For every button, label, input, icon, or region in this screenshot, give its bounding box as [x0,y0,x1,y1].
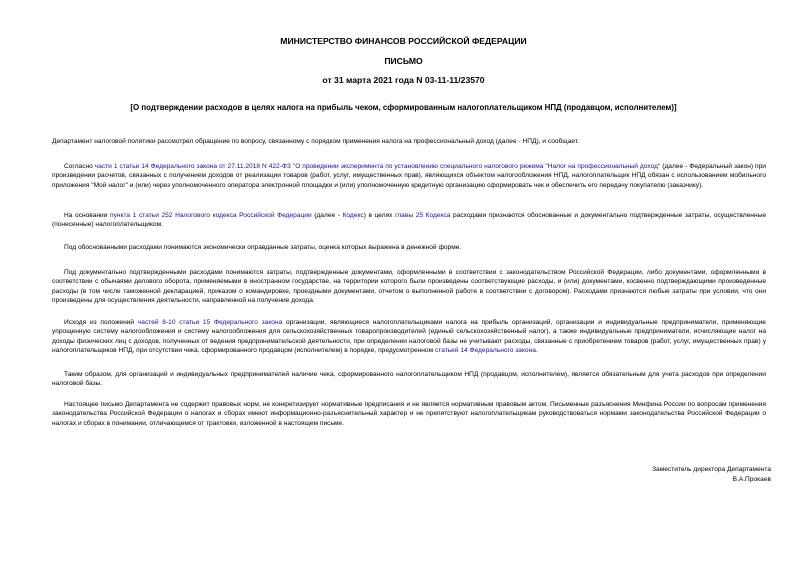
paragraph-6-text-b: организации, являющиеся налогоплательщиками налога на прибыль организаций, организации и индивидуальные предприниматели, применяющие упрощенную систему налогообложения и систему налогообложения для сельскохозяйственных товаропроизводителей (единый сельскохозяйственный налог), а также индивидуальные предприниматели, исчисляющие налог на доходы физических лиц с доходов, полученных от ведения предпринимательской деятельности, при определении налоговой базы не учитывают расходы, связанные с приобретением товаров (работ, услуг, имущественных прав) у налогоплательщиков НПД, при отсутствии чека, сформированного продавцом (исполнителем) в порядке, предусмотренном [52,319,766,355]
paragraph-7-text: Таким образом, для организаций и индивидуальных предпринимателей наличие чека, сформированного налогоплательщиком НПД (продавцом, исполнителем), является обязательным для учета расходов при определении налоговой базы. [52,371,766,388]
paragraph-3-text-b: (далее - [311,212,343,219]
paragraph-3 [52,211,766,230]
document-type-heading: ПИСЬМО [384,56,423,66]
paragraph-3-text-a: На основании [64,212,111,219]
document-subject: [О подтверждении расходов в целях налога на прибыль чеком, сформированным налогоплательщиком НПД (продавцом, исполнителем)] [130,103,677,112]
paragraph-1-text: Департамент налоговой политики рассмотрел обращение по вопросу, связанному с порядком применения налога на профессиональный доход (далее - НПД), и сообщает. [52,138,579,145]
signatory-position: Заместитель директора Департамента [652,466,771,473]
paragraph-8-text: Настоящее письмо Департамента не содержит правовых норм, не конкретизирует нормативные предписания и не является нормативным правовым актом. Письменные разъяснения Минфина России по вопросам применения законодательства Российской Федерации о налогах и сборах имеют информационно-разъяснительный характер и не препятствуют налогоплательщикам руководствоваться нормами законодательства Российской Федерации о налогах и сборах в понимании, отличающемся от трактовки, изложенной в настоящем письме. [52,401,766,427]
link-federal-law-422[interactable]: части 1 статьи 14 Федерального закона от 27.11.2018 N 422-ФЗ "О проведении эксперимента по установлению специального налогового режима "Налог на профессиональный доход" [94,163,661,170]
ministry-heading: МИНИСТЕРСТВО ФИНАНСОВ РОССИЙСКОЙ ФЕДЕРАЦИИ [280,36,527,46]
paragraph-8 [52,400,766,428]
link-tax-code-art-252[interactable]: пункта 1 статьи 252 Налогового кодекса Российской Федерации [110,212,312,219]
paragraph-5 [52,268,766,306]
paragraph-1 [52,137,766,146]
paragraph-6-text-a: Исходя из положений [64,319,138,326]
paragraph-6 [52,318,766,356]
paragraph-3-text-d: расходами признаются обоснованные и документально подтвержденные затраты, осуществленные (понесенные) налогоплательщиком. [52,212,766,229]
signature-block [652,465,771,485]
link-chapter-25[interactable]: главы 25 Кодекса [395,212,451,219]
link-tax-code[interactable]: Кодекс [342,212,364,219]
link-federal-law-art-15[interactable]: частей 8-10 статьи 15 Федерального закона [137,319,283,326]
paragraph-5-text: Под документально подтвержденными расходами понимаются затраты, подтвержденные документами, оформленными в соответствии с законодательством Российской Федерации, либо документами, оформленными в соответствии с обычаями делового оборота, применяемыми в иностранном государстве, на территории которого были произведены соответствующие расходы, и (или) документами, косвенно подтверждающими произведенные расходы (в том числе таможенной декларацией, приказом о командировке, проездными документами, отчетом о выполненной работе в соответствии с договором). Расходами признаются любые затраты при условии, что они произведены для осуществления деятельности, направленной на получение дохода. [52,269,766,305]
paragraph-7 [52,370,766,389]
paragraph-3-text-c: ) в целях [363,212,396,219]
paragraph-4-text: Под обоснованными расходами понимаются экономически оправданные затраты, оценка которых выражена в денежной форме. [64,244,462,251]
paragraph-6-text-c: . [535,347,538,355]
paragraph-2 [52,162,766,190]
paragraph-2-text-b: (далее - Федеральный закон) при произведении расчетов, связанных с получением доходов от реализации товаров (работ, услуг, имущественных прав), являющихся объектом налогообложения НПД, налогоплательщик НПД обязан с использованием мобильного приложения "Мой налог" и (или) через уполномоченного оператора электронной площадки и (или) уполномоченную кредитную организацию сформировать чек и обеспечить его передачу покупателю (заказчику). [52,163,766,189]
signatory-name: В.А.Прокаев [732,476,771,483]
paragraph-4 [52,243,766,252]
document-date-number: от 31 марта 2021 года N 03-11-11/23570 [322,75,485,85]
paragraph-2-text-a: Согласно [64,163,95,170]
link-federal-law-art-14[interactable]: статьей 14 Федерального закона [434,347,536,355]
